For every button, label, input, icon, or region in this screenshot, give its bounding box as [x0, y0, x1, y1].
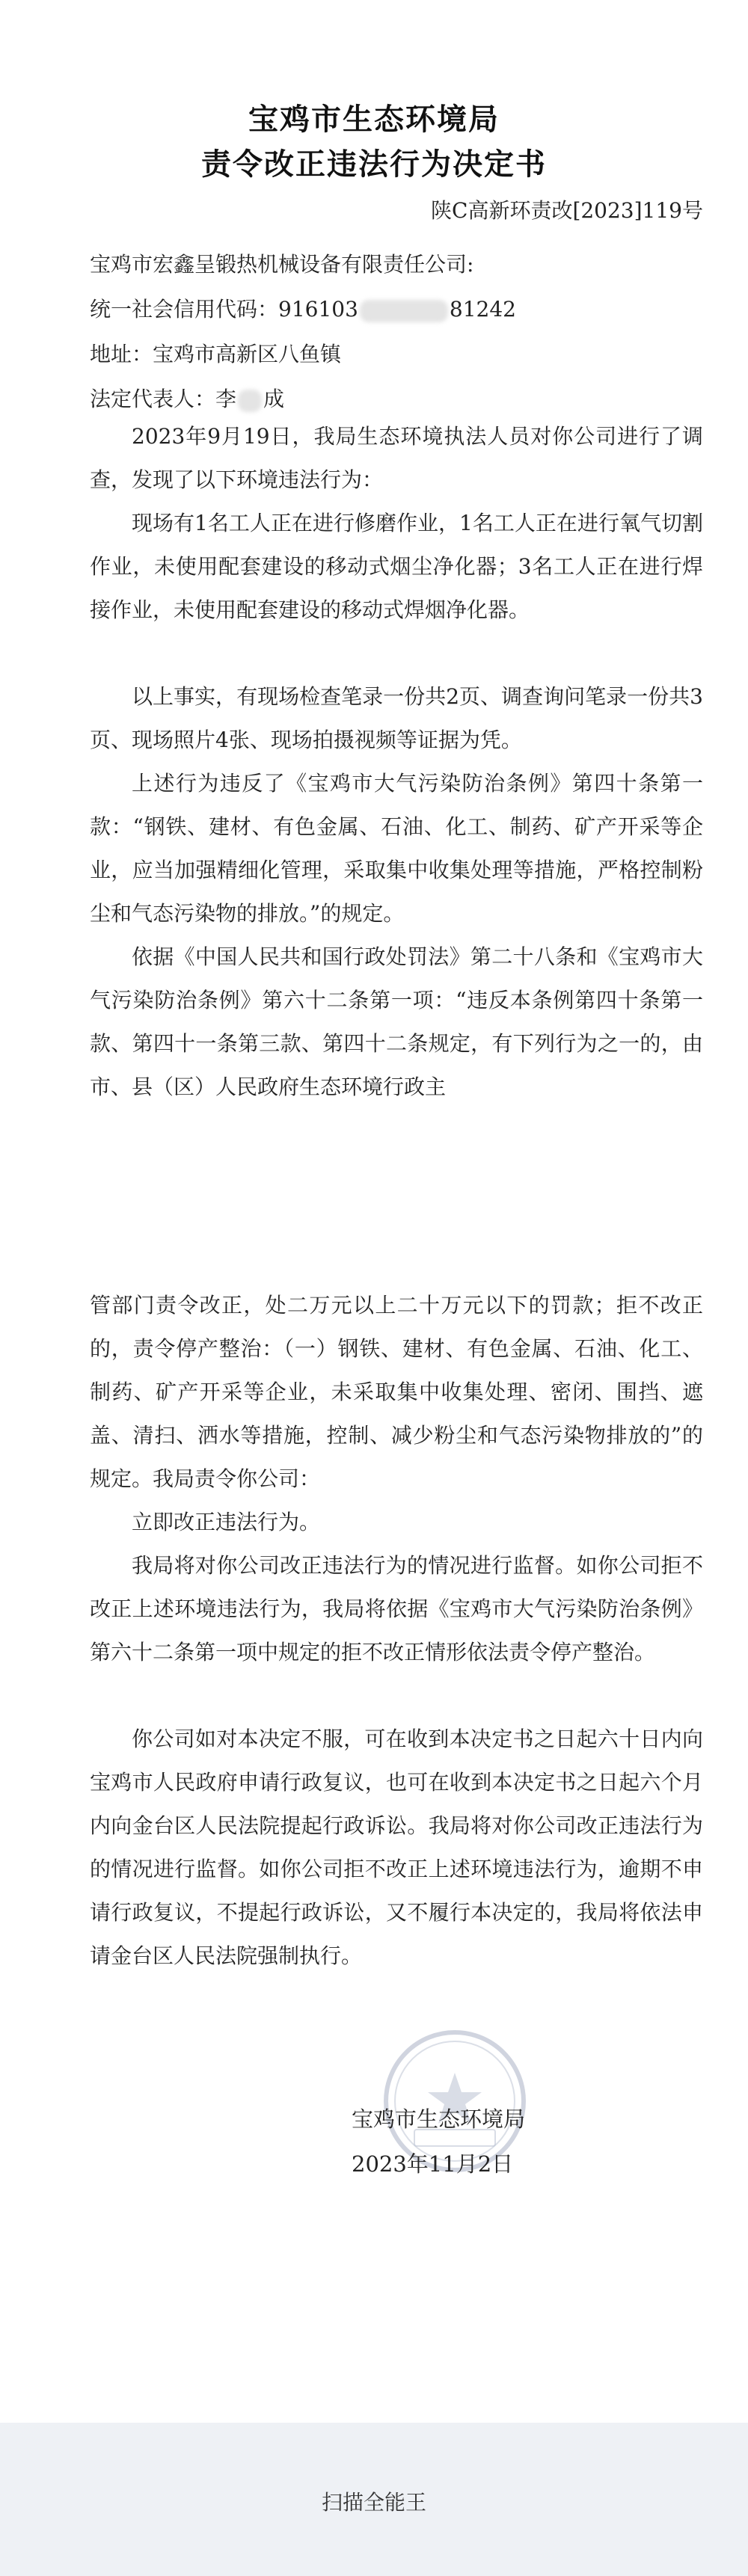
paragraph-regulation-violated: 上述行为违反了《宝鸡市大气污染防治条例》第四十条第一款：“钢铁、建材、有色金属、石油、化工、制药、矿产开采等企业，应当加强精细化管理，采取集中收集处理等措施，严格控制粉尘和气态污染物的排放。”的规定。 [90, 771, 703, 926]
legal-rep-suffix: 成 [263, 387, 285, 411]
document-number: 陕C高新环责改[2023]119号 [431, 198, 703, 223]
credit-code-line [90, 293, 516, 323]
paragraph-appeal-rights: 你公司如对本决定不服，可在收到本决定书之日起六十日内向宝鸡市人民政府申请行政复议，也可在收到本决定书之日起六个月内向金台区人民法院提起行政诉讼。我局将对你公司改正违法行为的情况进行监督。如你公司拒不改正上述环境违法行为，逾期不申请行政复议，不提起行政诉讼，又不履行本决定的，我局将依法申请金台区人民法院强制执行。 [90, 1727, 703, 1968]
paragraph-legal-basis: 依据《中国人民共和国行政处罚法》第二十八条和《宝鸡市大气污染防治条例》第六十二条第一项：“违反本条例第四十条第一款、第四十一条第三款、第四十二条规定，有下列行为之一的，由市、县（区）人民政府生态环境行政主 [90, 944, 703, 1099]
redaction-blur [360, 300, 448, 322]
recipient-name: 宝鸡市宏鑫呈锻热机械设备有限责任公司: [90, 252, 474, 277]
address-line: 地址：宝鸡市高新区八鱼镇 [90, 342, 342, 366]
paragraph-order: 立即改正违法行为。 [132, 1510, 321, 1534]
legal-rep-prefix: 法定代表人：李 [90, 387, 237, 411]
document-title: 责令改正违法行为决定书 [201, 147, 547, 182]
document-title-agency: 宝鸡市生态环境局 [248, 102, 500, 137]
paragraph-investigation: 2023年9月19日，我局生态环境执法人员对你公司进行了调查，发现了以下环境违法行为： [90, 424, 703, 492]
credit-code-prefix: 统一社会信用代码：916103 [90, 297, 358, 322]
signature-organization: 宝鸡市生态环境局 [352, 2106, 526, 2132]
paragraph-supervision: 我局将对你公司改正违法行为的情况进行监督。如你公司拒不改正上述环境违法行为，我局将依据《宝鸡市大气污染防治条例》第六十二条第一项中规定的拒不改正情形依法责令停产整治。 [90, 1553, 703, 1664]
paragraph-legal-basis-continued: 管部门责令改正，处二万元以上二十万元以下的罚款；拒不改正的，责令停产整治：（一）钢铁、建材、有色金属、石油、化工、制药、矿产开采等企业，未采取集中收集处理、密闭、围挡、遮盖、清扫、洒水等措施，控制、减少粉尘和气态污染物排放的”的规定。我局责令你公司： [90, 1293, 703, 1491]
paragraph-violation-facts: 现场有1名工人正在进行修磨作业，1名工人正在进行氧气切割作业，未使用配套建设的移动式烟尘净化器；3名工人正在进行焊接作业，未使用配套建设的移动式焊烟净化器。 [90, 511, 703, 622]
scanner-app-label: 扫描全能王 [321, 2490, 426, 2515]
credit-code-suffix: 81242 [449, 297, 516, 322]
legal-rep-line [90, 383, 284, 413]
redaction-blur [238, 390, 262, 412]
signature-date: 2023年11月2日 [352, 2151, 514, 2177]
paragraph-evidence: 以上事实，有现场检查笔录一份共2页、调查询问笔录一份共3页、现场照片4张、现场拍摄视频等证据为凭。 [90, 684, 703, 752]
